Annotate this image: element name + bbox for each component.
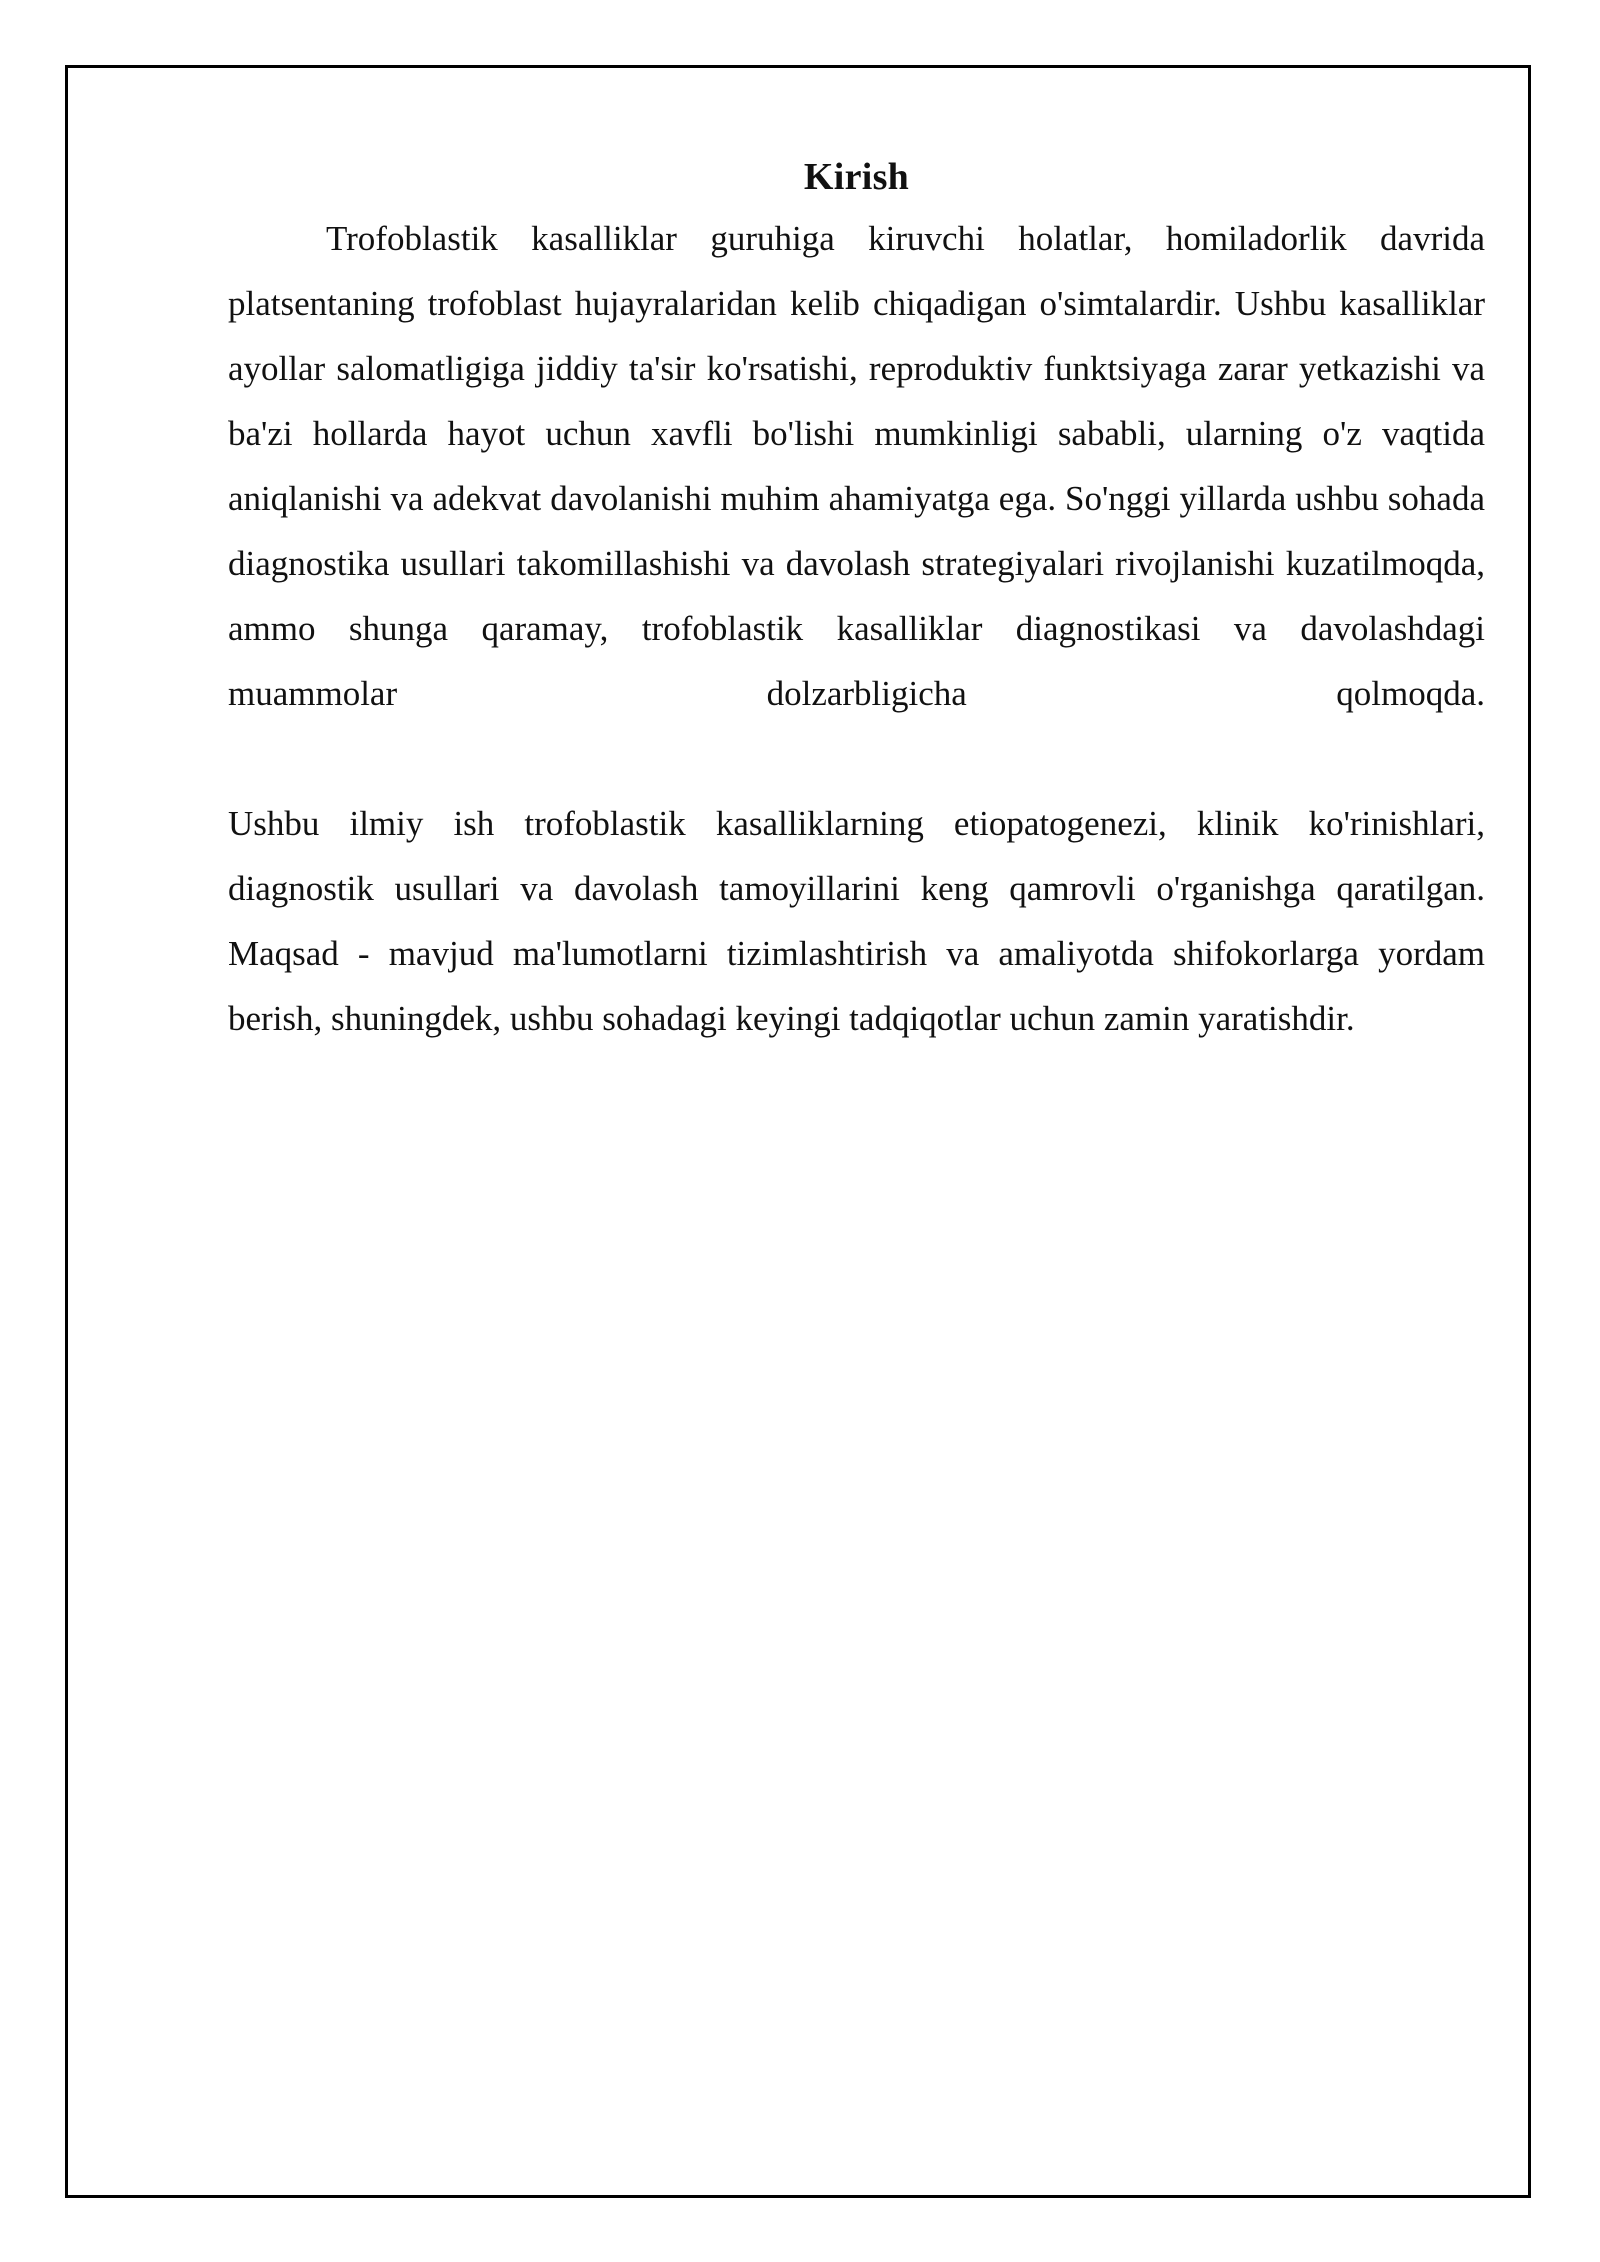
paragraph-aim: Ushbu ilmiy ish trofoblastik kasalliklarning etiopatogenezi, klinik ko'rinishlari, diagnostik usullari va davolash tamoyillarini keng qamrovli o'rganishga qaratilgan. Maqsad - mavjud ma'lumotlarni tizimlashtirish va amaliyotda shifokorlarga yordam berish, shuningdek, ushbu sohadagi keyingi tadqiqotlar uchun zamin yaratishdir.: [228, 804, 1485, 1038]
page-title: Kirish: [803, 156, 910, 198]
paragraph-gap: [228, 726, 1485, 791]
paragraph-intro: Trofoblastik kasalliklar guruhiga kiruvchi holatlar, homiladorlik davrida platsentaning trofoblast hujayralaridan kelib chiqadigan o'simtalardir. Ushbu kasalliklar ayollar salomatligiga jiddiy ta'sir ko'rsatishi, reproduktiv funktsiyaga zarar yetkazishi va ba'zi hollarda hayot uchun xavfli bo'lishi mumkinligi sababli, ularning o'z vaqtida aniqlanishi va adekvat davolanishi muhim ahamiyatga ega. So'nggi yillarda ushbu sohada diagnostika usullari takomillashishi va davolash strategiyalari rivojlanishi kuzatilmoqda, ammo shunga qaramay, trofoblastik kasalliklar diagnostikasi va davolashdagi muammolar dolzarbligicha qolmoqda.: [228, 219, 1485, 713]
document-body: [228, 148, 1485, 1051]
